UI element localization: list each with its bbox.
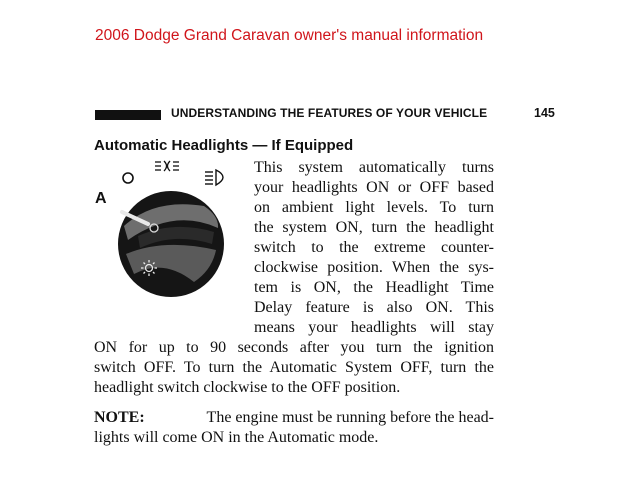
text-line: means your headlights will stay [254,319,494,336]
text-line: on ambient light levels. To turn [254,199,494,216]
figure-label-a: A [95,190,107,207]
headlight-switch-illustration [94,158,244,298]
text-line: Delay feature is also ON. This [254,299,494,316]
note-line [94,408,494,428]
text-line: your headlights ON or OFF based [254,179,494,196]
section-title: Automatic Headlights — If Equipped [94,137,354,154]
text-line: switch to the extreme counter- [254,239,494,256]
body-text-wrapped [254,158,494,338]
note-text-line1: The engine must be running before the head- [206,409,494,426]
parking-lights-icon [155,161,179,171]
manual-banner: 2006 Dodge Grand Caravan owner's manual information [95,27,484,44]
text-line: headlight switch clockwise to the OFF position. [94,379,401,396]
page-number: 145 [534,106,555,120]
text-line: the system ON, turn the headlight [254,219,494,236]
text-line: switch OFF. To turn the Automatic System OFF, turn the [94,359,494,376]
text-line: This system automatically turns [254,159,494,176]
text-line: ON for up to 90 seconds after you turn the ignition [94,339,494,356]
text-line: clockwise position. When the sys- [254,259,494,276]
headlights-icon [205,170,223,185]
note-paragraph [94,408,494,448]
body-text-full [94,338,494,398]
header-bar [95,110,161,120]
chapter-header-title: UNDERSTANDING THE FEATURES OF YOUR VEHICLE [171,106,488,120]
text-line: tem is ON, the Headlight Time [254,279,494,296]
note-label: NOTE: [94,409,145,426]
headlight-switch-figure [94,158,244,298]
note-text-line2: lights will come ON in the Automatic mode. [94,429,379,446]
off-position-circle-icon [123,173,133,183]
